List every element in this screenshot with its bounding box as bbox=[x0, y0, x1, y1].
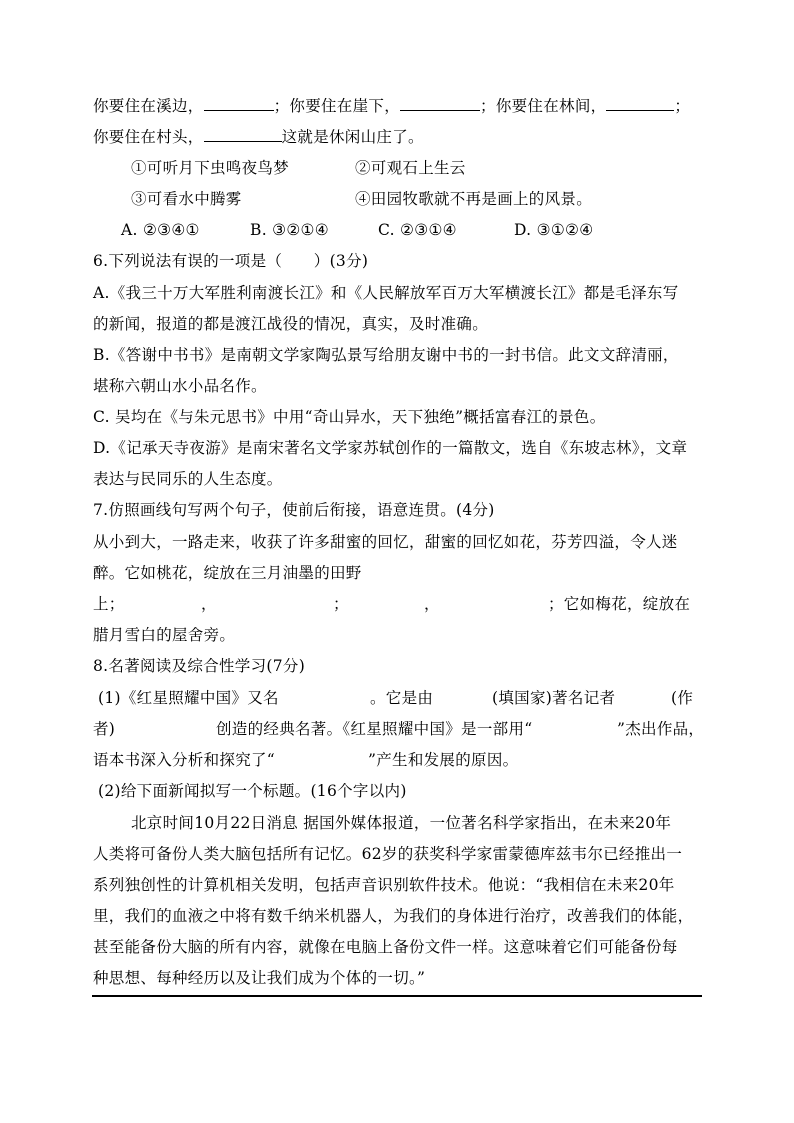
q6-option-c: C. 吴均在《与朱元思书》中用“奇山异水，天下独绝”概括富春江的景色。 bbox=[93, 408, 606, 426]
q8-part2-c: ”杰出作品， bbox=[617, 720, 705, 738]
news-line-1: 北京时间10月22日消息 据国外媒体报道，一位著名科学家指出，在未来20年 bbox=[131, 814, 672, 832]
news-line-3: 系列独创性的计算机相关发明，包括声音识别软件技术。他说：“我相信在未来20年 bbox=[93, 876, 675, 894]
answer-blank bbox=[204, 127, 282, 142]
q6-option-d-line-2: 表达与民同乐的人生态度。 bbox=[93, 470, 283, 488]
answer-blank bbox=[606, 96, 674, 111]
q7-line-1: 从小到大，一路走来，收获了许多甜蜜的回忆，甜蜜的回忆如花，芬芳四溢，令人迷 bbox=[93, 533, 678, 551]
q5-option-1: ①可听月下虫鸣夜鸟梦 bbox=[131, 159, 290, 177]
q8-part1-a: (1)《红星照耀中国》又名 bbox=[98, 689, 279, 707]
q5-option-4: ④田园牧歌就不再是画上的风景。 bbox=[355, 190, 593, 208]
answer-blank bbox=[204, 96, 274, 111]
footer-rule bbox=[92, 995, 702, 997]
q5-text: ；你要住在林间， bbox=[480, 97, 607, 115]
q7-line-3d: ， bbox=[424, 595, 440, 613]
q6-option-a-line-1: A.《我三十万大军胜利南渡长江》和《人民解放军百万大军横渡长江》都是毛泽东写 bbox=[93, 284, 679, 302]
q5-choice-a: A. ②③④① bbox=[121, 221, 200, 239]
q6-option-b-line-1: B.《答谢中书书》是南朝文学家陶弘景写给朋友谢中书的一封书信。此文文辞清丽， bbox=[93, 346, 679, 364]
q5-text: ； bbox=[674, 97, 691, 115]
q7-line-3b: ， bbox=[201, 595, 217, 613]
q6-option-a-line-2: 的新闻，报道的都是渡江战役的情况，真实，及时准确。 bbox=[93, 315, 489, 333]
q5-line-2 bbox=[93, 126, 424, 148]
q8-part1-b: 。它是由 bbox=[370, 689, 434, 707]
q6-option-d-line-1: D.《记承天寺夜游》是南宋著名文学家苏轼创作的一篇散文，选自《东坡志林》，文章 bbox=[93, 439, 688, 457]
q5-choice-b: B. ③②①④ bbox=[250, 221, 329, 239]
q5-option-2: ②可观石上生云 bbox=[355, 159, 466, 177]
news-line-4: 里，我们的血液之中将有数千纳米机器人，为我们的身体进行治疗，改善我们的体能， bbox=[93, 907, 694, 925]
q8-part2-a: 者) bbox=[93, 720, 116, 738]
q5-text: 你要住在溪边， bbox=[93, 97, 204, 115]
q5-choice-c: C. ②③①④ bbox=[378, 221, 457, 239]
q8-part2-b: 创造的经典名著。《红星照耀中国》是一部用“ bbox=[216, 720, 533, 738]
q8-title: 8.名著阅读及综合性学习(7分) bbox=[93, 657, 306, 675]
q7-line-3e: ；它如梅花，绽放在 bbox=[548, 595, 691, 613]
q8-part1-d: (作 bbox=[671, 689, 694, 707]
q8-subquestion-2: (2)给下面新闻拟写一个标题。(16个字以内) bbox=[98, 782, 407, 800]
q7-title: 7.仿照画线句写两个句子，使前后衔接，语意连贯。(4分) bbox=[93, 501, 495, 519]
q5-text: 这就是休闲山庄了。 bbox=[281, 128, 424, 146]
q7-line-4: 腊月雪白的屋舍旁。 bbox=[93, 626, 236, 644]
news-line-5: 甚至能备份大脑的所有内容，就像在电脑上备份文件一样。这意味着它们可能备份每 bbox=[93, 938, 678, 956]
q8-part3-b: ”产生和发展的原因。 bbox=[368, 751, 519, 769]
q5-text: 你要住在村头， bbox=[93, 128, 204, 146]
q5-option-3: ③可看水中腾雾 bbox=[131, 190, 242, 208]
answer-blank bbox=[400, 96, 480, 111]
q6-title: 6.下列说法有误的一项是（ ）(3分) bbox=[93, 252, 369, 270]
q6-option-b-line-2: 堪称六朝山水小品名作。 bbox=[93, 377, 267, 395]
q7-line-3a: 上； bbox=[93, 595, 125, 613]
q5-choice-d: D. ③①②④ bbox=[514, 221, 594, 239]
news-line-2: 人类将可备份人类大脑包括所有记忆。62岁的获奖科学家雷蒙德库兹韦尔已经推出一 bbox=[93, 845, 683, 863]
q5-line-1 bbox=[93, 95, 690, 117]
news-line-6: 种思想、每种经历以及让我们成为个体的一切。” bbox=[93, 969, 426, 987]
q8-part3-a: 语本书深入分析和探究了“ bbox=[93, 751, 276, 769]
q8-part1-c: (填国家)著名记者 bbox=[492, 689, 616, 707]
q5-text: ；你要住在崖下， bbox=[273, 97, 401, 115]
q7-line-3c: ； bbox=[333, 595, 349, 613]
q7-line-2: 醉。它如桃花，绽放在三月油墨的田野 bbox=[93, 564, 362, 582]
